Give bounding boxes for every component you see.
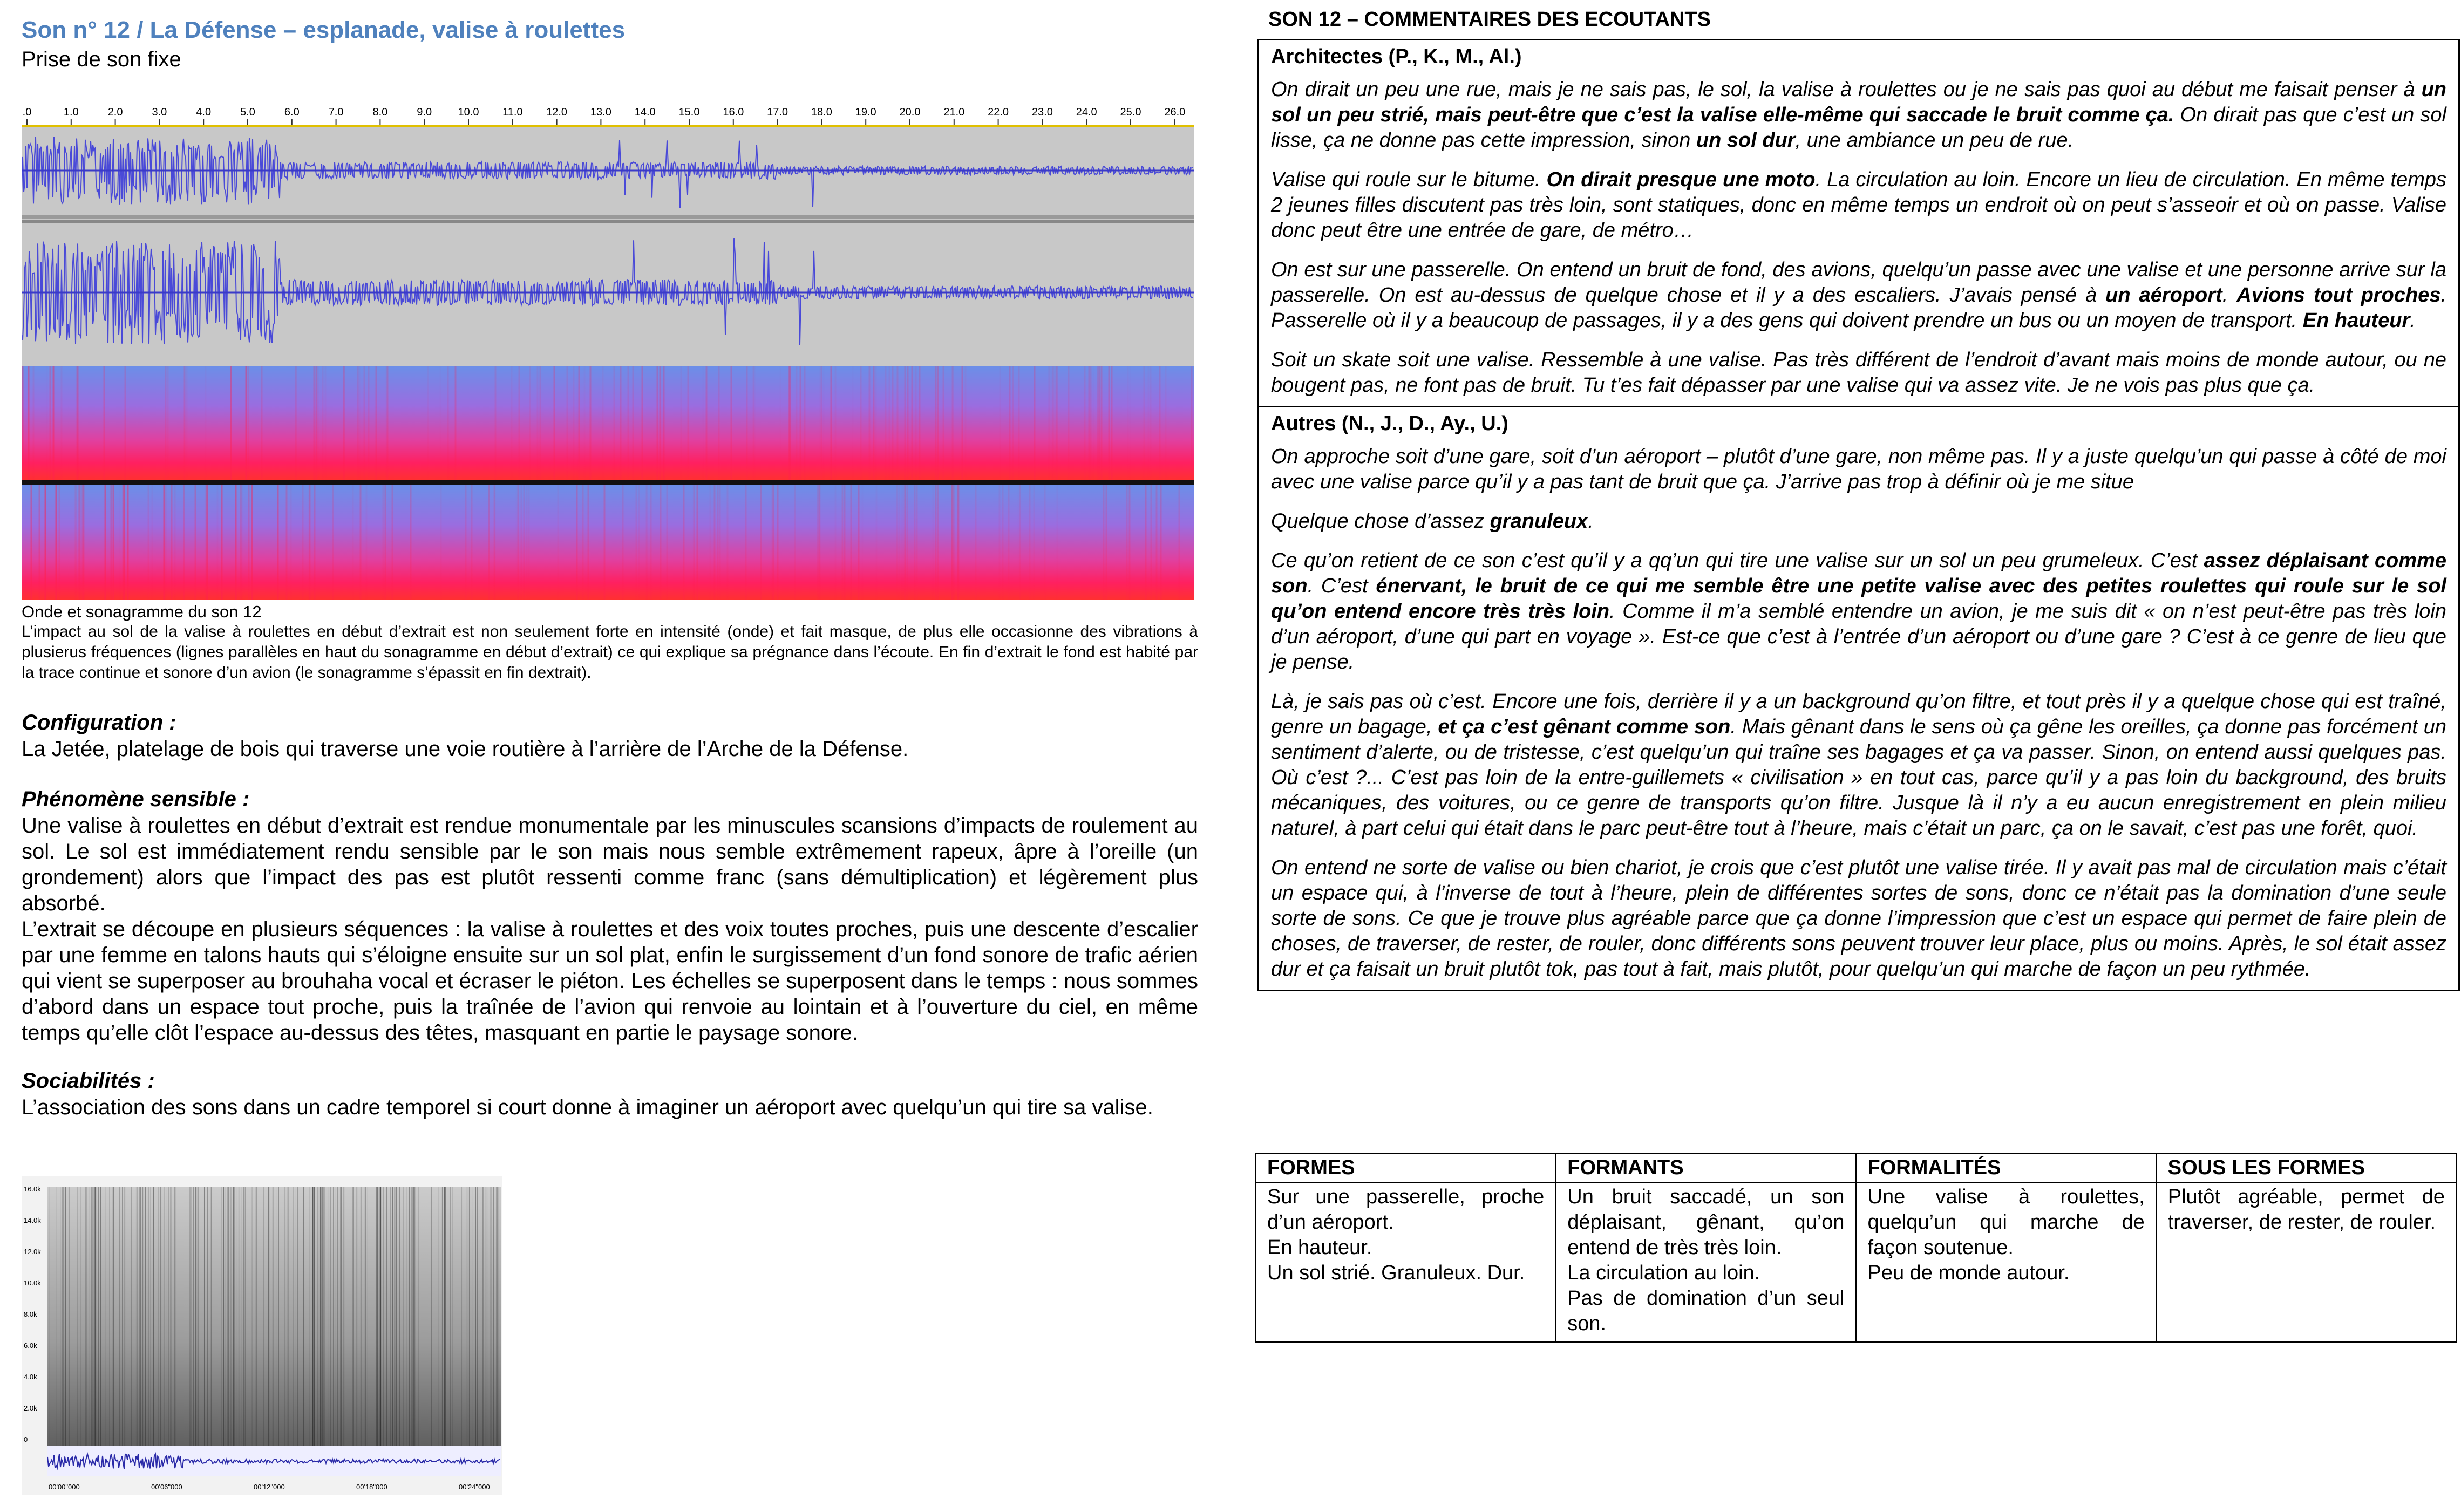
ruler-tick-label: 8.0 bbox=[372, 106, 388, 118]
comment-paragraph: On entend ne sorte de valise ou bien chariot, je crois que c’est plutôt une valise tirée. Il y avait pas mal de circulation mais c’était un espace qui, à l’inverse de tout à l’heure, plein de différentes sortes de sons, donc ce n’était pas la domination d’une seule sorte de sons. Ce que je trouve plus agréable parce que ça donne l’impression que c’est un espace qui permet de faire plein de choses, de traverser, de rester, de rouler, donc différents sons peuvent trouver leur place, plus ou moins. Après, le sol était assez dur et ça faisait un bruit plutôt tok, pas tout à fait, mais plutôt, pour quelqu’un qui marche de façon un peu rythmée. bbox=[1271, 856, 2446, 980]
group-heading: Architectes (P., K., M., Al.) bbox=[1271, 45, 1522, 68]
comments-title: SON 12 – COMMENTAIRES DES ECOUTANTS bbox=[1268, 8, 1711, 31]
sonogram-y-label: 8.0k bbox=[24, 1310, 37, 1318]
section-phenomene bbox=[22, 786, 1198, 1046]
ruler-tick-label: 21.0 bbox=[943, 106, 965, 118]
cell-line: La circulation au loin. bbox=[1567, 1262, 1760, 1284]
ruler-tick-label: 18.0 bbox=[811, 106, 832, 118]
sonogram-x-label: 00'18"000 bbox=[356, 1483, 387, 1491]
cell-line: Plutôt agréable, permet de traverser, de rester, de rouler. bbox=[2167, 1186, 2445, 1234]
cell-line: Un sol strié. Granuleux. Dur. bbox=[1267, 1262, 1525, 1284]
ruler-tick-label: 24.0 bbox=[1076, 106, 1097, 118]
ruler-tick-label: 9.0 bbox=[417, 106, 432, 118]
section-title: Sociabilités : bbox=[22, 1069, 155, 1093]
ruler-tick-label: 23.0 bbox=[1031, 106, 1053, 118]
ruler-tick-label: 13.0 bbox=[590, 106, 611, 118]
table-cell-sous-les-formes bbox=[2156, 1183, 2456, 1342]
group-architectes bbox=[1259, 40, 2458, 407]
figure-caption-title: Onde et sonagramme du son 12 bbox=[22, 602, 262, 621]
ruler-tick-label: 12.0 bbox=[546, 106, 568, 118]
sonogram-x-label: 00'06"000 bbox=[151, 1483, 182, 1491]
ruler-tick-label: 5.0 bbox=[240, 106, 255, 118]
comment-paragraph: Quelque chose d’assez granuleux. bbox=[1271, 510, 1594, 533]
group-autres bbox=[1259, 407, 2458, 990]
sonogram-x-label: 00'00"000 bbox=[49, 1483, 80, 1491]
spectrogram-right bbox=[22, 485, 1194, 600]
ruler-tick-label: 22.0 bbox=[988, 106, 1009, 118]
cell-line: Un bruit saccadé, un son déplaisant, gênant, qu’on entend de très très loin. bbox=[1567, 1186, 1845, 1259]
comment-paragraph: Ce qu’on retient de ce son c’est qu’il y a qq’un qui tire une valise sur un sol un peu grumeleux. C’est assez déplaisant comme son. C’est énervant, le bruit de ce qui me semble être une petite valise avec des petites roulettes qui roule sur le sol qu’on entend encore très très loin. Comme il m’a semblé entendre un avion, je me suis dit « on n’est peut-être pas très loin d’un aéroport, d’une qui part en voyage ». Est-ce que c’est à l’entrée d’un aéroport ou d’une gare ? C’est à ce genre de lieu que je pense. bbox=[1271, 549, 2446, 673]
right-column bbox=[1257, 6, 2458, 991]
page-title: Son n° 12 / La Défense – esplanade, valise à roulettes bbox=[22, 17, 626, 43]
comment-paragraph: Valise qui roule sur le bitume. On dirait presque une moto. La circulation au loin. Encore un lieu de circulation. En même temps 2 jeunes filles discutent pas très loin, sont statiques, donc en même temps un endroit où on peut s’asseoir et où on passe. Valise donc peut être une entrée de gare, de métro… bbox=[1271, 168, 2446, 242]
section-configuration bbox=[22, 709, 1198, 762]
ruler-tick-label: 10.0 bbox=[458, 106, 479, 118]
group-heading: Autres (N., J., D., Ay., U.) bbox=[1271, 412, 1508, 435]
section-text: Une valise à roulettes en début d’extrait est rendue monumentale par les minuscules scansions d’impacts de roulement au sol. Le sol est immédiatement rendu sensible par le son mais nous semble extrêmement rapeux, âpre à l’oreille (un grondement) alors que l’impact des pas est plutôt ressenti comme franc (sans démultiplication) et légèrement plus absorbé. bbox=[22, 814, 1198, 915]
cell-line: En hauteur. bbox=[1267, 1236, 1372, 1259]
sonogram-y-label: 10.0k bbox=[24, 1279, 41, 1287]
ruler-tick-label: .0 bbox=[22, 106, 32, 118]
waveform-line bbox=[22, 238, 1193, 345]
sonogram-y-label: 16.0k bbox=[24, 1185, 41, 1193]
ruler-tick-label: 4.0 bbox=[196, 106, 212, 118]
ruler-tick-label: 17.0 bbox=[767, 106, 788, 118]
table-cell-formants bbox=[1556, 1183, 1856, 1342]
ruler-tick-label: 25.0 bbox=[1120, 106, 1141, 118]
comment-paragraph: Là, je sais pas où c’est. Encore une fois, derrière il y a un background qu’on filtre, et tout près il y a quelque chose qui est traîné, genre un bagage, et ça c’est gênant comme son. Mais gênant dans le sens où ça gêne les oreilles, ça donne pas forcément un sentiment d’alerte, ou de tristesse, c’est quelqu’un qui traîne ses bagages et ça va passer. Sinon, on entend aussi quelques pas. Où c’est ?... C’est pas loin de la entre-guillemets « civilisation » en tout cas, parce qu’il y a pas loin du background, des bruits mécaniques, des voitures, ou ce genre de transports qu’on filtre. Jusque là il n’y a eu aucun enregistrement en plein milieu naturel, à part celui qui était dans le parc peut-être tout à l’heure, mais c’était un parc, ça on le savait, c’est pas une forêt, quoi. bbox=[1271, 690, 2446, 840]
section-text: L’extrait se découpe en plusieurs séquences : la valise à roulettes et des voix toutes proches, puis une descente d’escalier par une femme en talons hauts qui s’éloigne ensuite sur un sol plat, enfin le surgissement d’un fond sonore de trafic aérien qui vient se superposer au brouhaha vocal et écraser le piéton. Les échelles se superposent dans le temps : nous sommes d’abord dans un espace tout proche, puis la traînée de l’avion qui renvoie au lointain et à l’ouverture du ciel, en même temps qu’elle clôt l’espace au-dessus des têtes, masquant en partie le paysage sonore. bbox=[22, 917, 1198, 1045]
comment-paragraph: Soit un skate soit une valise. Ressemble à une valise. Pas très différent de l’endroit d’avant mais moins de monde autour, ou ne bougent pas, ne font pas de bruit. Tu t’es fait dépasser par une valise qui va assez vite. Je ne vois pas plus que ça. bbox=[1271, 349, 2446, 397]
waveform-track-right bbox=[22, 228, 1194, 357]
ruler-tick-label: 19.0 bbox=[855, 106, 876, 118]
sonogram-y-label: 2.0k bbox=[24, 1404, 37, 1412]
section-title: Configuration : bbox=[22, 711, 176, 734]
comments-box bbox=[1257, 39, 2460, 991]
table-header-row bbox=[1256, 1154, 2457, 1183]
sonogram-area bbox=[47, 1187, 501, 1446]
ruler-tick-label: 2.0 bbox=[107, 106, 123, 118]
figure-caption: L’impact au sol de la valise à roulettes en début d’extrait est non seulement forte en intensité (onde) et fait masque, de plus elle occasionne des vibrations à plusierus fréquences (lignes parallèles en haut du sonagramme en début d’extrait) ce qui explique sa prégnance dans l’écoute. En fin d’extrait le fond est habité par la trace continue et sonore d’un avion (le sonagramme s’épassit en fin dextrait). bbox=[22, 623, 1198, 682]
section-title: Phénomène sensible : bbox=[22, 787, 250, 811]
table-row bbox=[1256, 1183, 2457, 1342]
ruler-tick-label: 14.0 bbox=[634, 106, 656, 118]
cell-line: Pas de domination d’un seul son. bbox=[1567, 1287, 1845, 1335]
sonogram-x-label: 00'12"000 bbox=[254, 1483, 285, 1491]
spectrogram-lines-left bbox=[22, 366, 1194, 480]
spectrogram-divider bbox=[22, 480, 1194, 485]
sonogram-y-label: 4.0k bbox=[24, 1373, 37, 1381]
table-cell-formes bbox=[1256, 1183, 1556, 1342]
spectrogram-lines-right bbox=[22, 485, 1194, 600]
comment-paragraph: On est sur une passerelle. On entend un bruit de fond, des avions, quelqu’un passe avec une valise et une personne arrive sur la passerelle. On est au-dessus de quelque chose et il y a des escaliers. J’avais pensé à un aéroport. Avions tout proches. Passerelle où il y a beaucoup de passages, il y a des gens qui doivent prendre un bus ou un moyen de transport. En hauteur. bbox=[1271, 258, 2446, 332]
ruler-tick-label: 15.0 bbox=[678, 106, 700, 118]
track-divider bbox=[22, 220, 1194, 223]
section-sociabilites bbox=[22, 1067, 1198, 1120]
sonogram-y-label: 0 bbox=[24, 1435, 28, 1443]
ruler-tick-label: 6.0 bbox=[284, 106, 300, 118]
left-column bbox=[22, 15, 1198, 73]
table-header: FORMALITÉS bbox=[1856, 1154, 2156, 1183]
cell-line: Peu de monde autour. bbox=[1867, 1262, 2070, 1284]
table-header: SOUS LES FORMES bbox=[2156, 1154, 2456, 1183]
waveform-right bbox=[22, 228, 1194, 357]
spectrogram-left bbox=[22, 366, 1194, 480]
sonogram-graphic bbox=[22, 1176, 502, 1495]
page-subtitle: Prise de son fixe bbox=[22, 47, 181, 71]
sonogram-x-label: 00'24"000 bbox=[459, 1483, 490, 1491]
ruler-tick-label: 16.0 bbox=[723, 106, 744, 118]
section-text: La Jetée, platelage de bois qui traverse une voie routière à l’arrière de l’Arche de la Défense. bbox=[22, 737, 909, 761]
sonogram-y-label: 12.0k bbox=[24, 1248, 41, 1256]
ruler-tick-label: 11.0 bbox=[502, 106, 523, 118]
waveform-left bbox=[22, 127, 1194, 214]
track-divider bbox=[22, 215, 1194, 219]
table-header: FORMANTS bbox=[1556, 1154, 1856, 1183]
ruler-tick-label: 7.0 bbox=[328, 106, 344, 118]
table-cell-formalites bbox=[1856, 1183, 2156, 1342]
ruler-tick-label: 3.0 bbox=[152, 106, 167, 118]
summary-table bbox=[1255, 1153, 2457, 1343]
waveform-line bbox=[22, 137, 1193, 208]
sonogram-y-label: 6.0k bbox=[24, 1341, 37, 1350]
time-ruler bbox=[22, 104, 1194, 127]
ruler-tick-label: 20.0 bbox=[899, 106, 921, 118]
waveform-track-left bbox=[22, 127, 1194, 214]
ruler-tick-label: 26.0 bbox=[1164, 106, 1186, 118]
sonogram-figure bbox=[22, 1176, 502, 1495]
comment-paragraph: On dirait un peu une rue, mais je ne sais pas, le sol, la valise à roulettes ou je ne sais pas quoi au début me faisait penser à un sol un peu strié, mais peut-être que c’est la valise elle-même qui saccade le bruit comme ça. On dirait pas que c’est un sol lisse, ça ne donne pas cette impression, sinon un sol dur, une ambiance un peu de rue. bbox=[1271, 78, 2446, 152]
waveform-panel bbox=[22, 104, 1194, 600]
ruler-ticks bbox=[22, 104, 1194, 125]
ruler-tick-label: 1.0 bbox=[63, 106, 79, 118]
sonogram-y-label: 14.0k bbox=[24, 1216, 41, 1224]
cell-line: Une valise à roulettes, quelqu’un qui marche de façon soutenue. bbox=[1867, 1186, 2145, 1259]
section-text: L’association des sons dans un cadre temporel si court donne à imaginer un aéroport avec quelqu’un qui tire sa valise. bbox=[22, 1095, 1153, 1119]
comment-paragraph: On approche soit d’une gare, soit d’un aéroport – plutôt d’une gare, non même pas. Il y a juste quelqu’un qui passe à côté de moi avec une valise parce qu’il y a pas tant de bruit que ça. J’arrive pas trop à définir où je me situe bbox=[1271, 445, 2446, 493]
cell-line: Sur une passerelle, proche d’un aéroport. bbox=[1267, 1186, 1545, 1234]
table-header: FORMES bbox=[1256, 1154, 1556, 1183]
